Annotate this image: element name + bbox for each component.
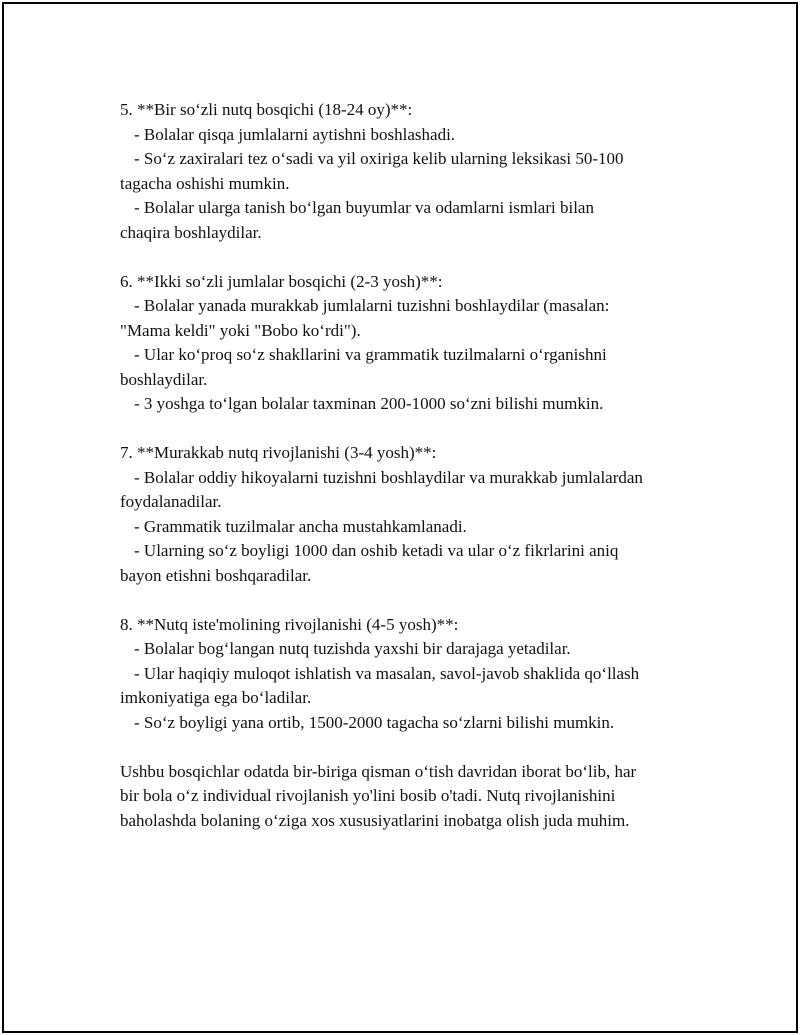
list-item-continuation: tagacha oshishi mumkin. — [120, 173, 290, 193]
list-item-continuation: foydalanadilar. — [120, 492, 222, 511]
list-item-continuation: imkoniyatiga ega bo‘ladilar. — [120, 688, 312, 707]
document-body — [120, 98, 720, 833]
list-item: - Ularning so‘z boyligi 1000 dan oshib ketadi va ular o‘z fikrlarini aniq — [134, 541, 619, 560]
section-heading: 8. **Nutq iste'molining rivojlanishi (4-5 yosh)**: — [120, 614, 459, 634]
list-item-continuation: boshlaydilar. — [120, 369, 208, 389]
list-item: - Grammatik tuzilmalar ancha mustahkamlanadi. — [134, 516, 467, 536]
section-heading: 5. **Bir so‘zli nutq bosqichi (18-24 oy)**: — [120, 100, 413, 119]
section-6 — [120, 270, 720, 417]
conclusion-line: Ushbu bosqichlar odatda bir-biriga qisman o‘tish davridan iborat bo‘lib, har — [120, 761, 637, 781]
list-item: - So‘z boyligi yana ortib, 1500-2000 tagacha so‘zlarni bilishi mumkin. — [134, 712, 615, 732]
section-heading: 7. **Murakkab nutq rivojlanishi (3-4 yosh)**: — [120, 443, 437, 462]
conclusion-line: bir bola o‘z individual rivojlanish yo'lini bosib o'tadi. Nutq rivojlanishini — [120, 786, 616, 805]
list-item: - Bolalar oddiy hikoyalarni tuzishni boshlaydilar va murakkab jumlalardan — [134, 467, 643, 487]
list-item: - 3 yoshga to‘lgan bolalar taxminan 200-1000 so‘zni bilishi mumkin. — [134, 394, 604, 413]
list-item-continuation: chaqira boshlaydilar. — [120, 222, 262, 242]
list-item-continuation: bayon etishni boshqaradilar. — [120, 565, 312, 585]
list-item-continuation: "Mama keldi" yoki "Bobo ko‘rdi"). — [120, 320, 361, 340]
list-item: - Bolalar yanada murakkab jumlalarni tuzishni boshlaydilar (masalan: — [134, 296, 610, 315]
section-8 — [120, 613, 720, 736]
list-item: - So‘z zaxiralari tez o‘sadi va yil oxiriga kelib ularning leksikasi 50-100 — [134, 149, 624, 168]
list-item: - Bolalar bog‘langan nutq tuzishda yaxshi bir darajaga yetadilar. — [134, 639, 571, 658]
conclusion-line: baholashda bolaning o‘ziga xos xususiyatlarini inobatga olish juda muhim. — [120, 810, 630, 830]
conclusion-paragraph — [120, 760, 720, 834]
list-item: - Ular ko‘proq so‘z shakllarini va grammatik tuzilmalarni o‘rganishni — [134, 345, 607, 364]
list-item: - Ular haqiqiy muloqot ishlatish va masalan, savol-javob shaklida qo‘llash — [134, 663, 640, 683]
page-frame — [2, 2, 798, 1033]
list-item: - Bolalar qisqa jumlalarni aytishni boshlashadi. — [134, 124, 456, 144]
section-5 — [120, 98, 720, 245]
list-item: - Bolalar ularga tanish bo‘lgan buyumlar va odamlarni ismlari bilan — [134, 198, 594, 217]
section-heading: 6. **Ikki so‘zli jumlalar bosqichi (2-3 yosh)**: — [120, 271, 443, 291]
section-7 — [120, 441, 720, 588]
